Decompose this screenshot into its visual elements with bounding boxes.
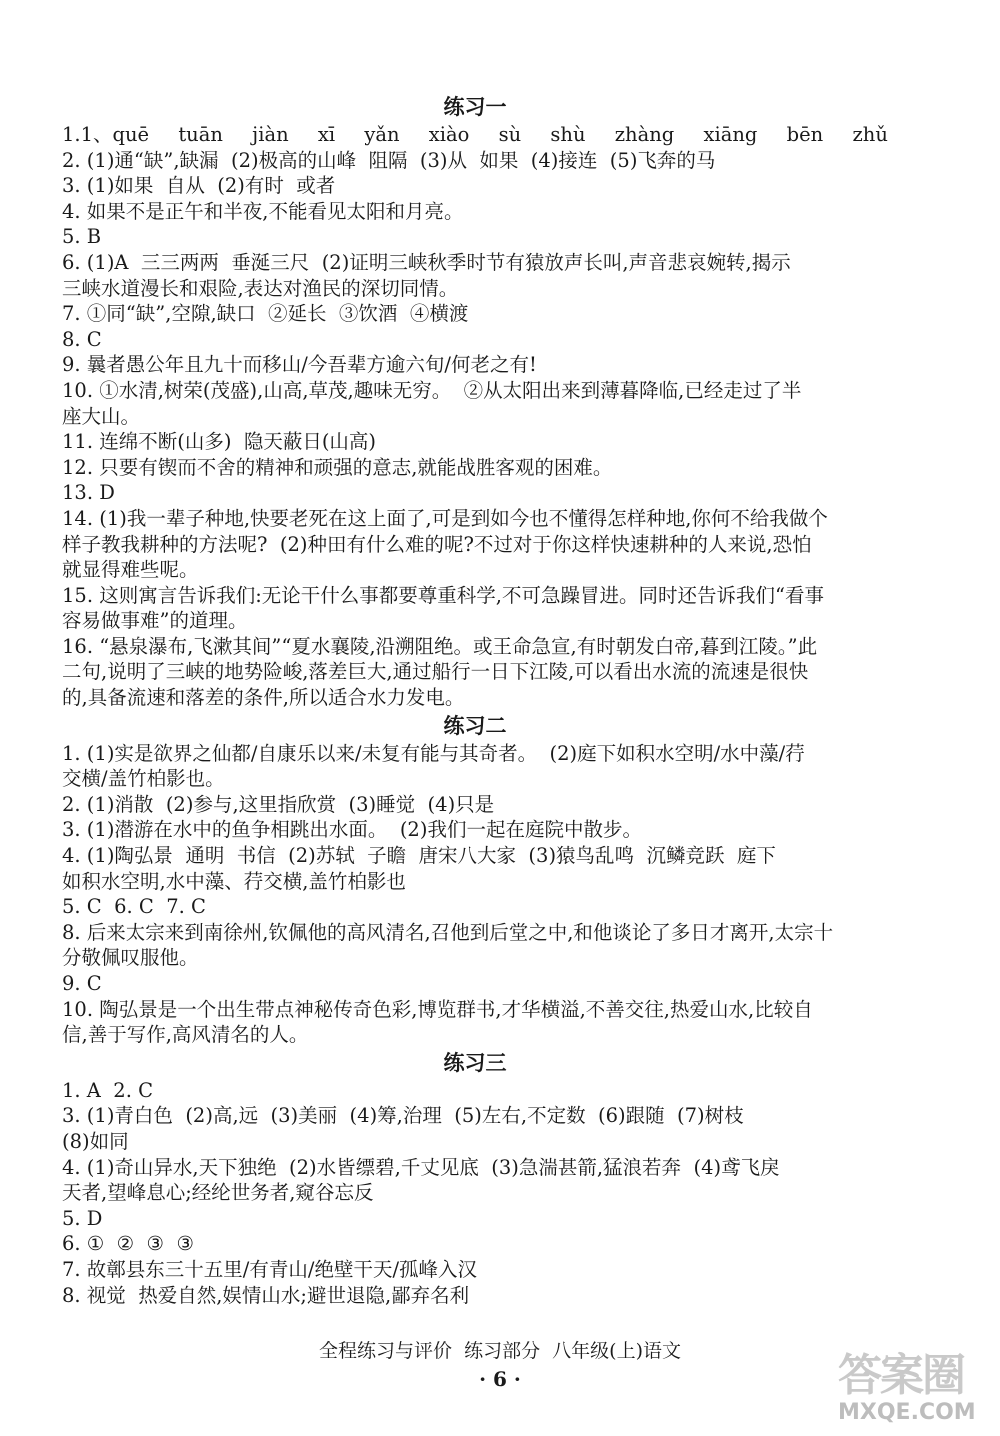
answer-line: 13. D (62, 481, 115, 505)
answer-line: 5. C 6. C 7. C (62, 895, 206, 919)
pinyin-item: jiàn (252, 123, 289, 146)
answer-line: 6. ① ② ③ ③ (62, 1232, 194, 1256)
answer-line: (8)如同 (62, 1129, 129, 1153)
pinyin-item: shù (550, 123, 586, 146)
answer-line: 二句,说明了三峡的地势险峻,落差巨大,通过船行一日下江陵,可以看出水流的流速是很快 (62, 660, 809, 684)
watermark-logo (838, 1352, 988, 1430)
pinyin-item: sù (498, 123, 522, 146)
answer-line: 10. ①水清,树荣(茂盛),山高,草茂,趣味无穷。 ②从太阳出来到薄暮降临,已经走过了半 (62, 378, 802, 402)
answer-line: 6. (1)A 三三两两 垂涎三尺 (2)证明三峡秋季时节有猿放声长叫,声音悲哀婉转,揭示 (62, 250, 791, 274)
answer-line: 的,具备流速和落差的条件,所以适合水力发电。 (62, 686, 465, 710)
pinyin-item: 1.1、quē (62, 123, 150, 146)
answer-line: 8. C (62, 327, 102, 351)
page-number: · 6 · (479, 1367, 521, 1391)
answer-line: 如积水空明,水中藻、荇交横,盖竹柏影也 (62, 869, 406, 893)
answer-line: 9. C (62, 972, 102, 995)
section-practice-1 (62, 92, 888, 711)
answer-line: 14. (1)我一辈子种地,快要老死在这上面了,可是到如今也不懂得怎样种地,你何不给我做个 (62, 506, 828, 530)
answer-line: 4. (1)奇山异水,天下独绝 (2)水皆缥碧,千丈见底 (3)急湍甚箭,猛浪若奔 (4)鸢飞戾 (62, 1155, 780, 1179)
answer-line: 信,善于写作,高风清名的人。 (62, 1023, 309, 1047)
section-title: 练习二 (443, 713, 507, 738)
answer-line: 5. D (62, 1206, 103, 1230)
answer-line: 天者,望峰息心;经纶世务者,窥谷忘反 (62, 1181, 374, 1205)
watermark-bottom-text: MXQE.COM (838, 1400, 976, 1425)
watermark-top-text: 答案圈 (838, 1350, 964, 1401)
pinyin-answer-line (62, 122, 888, 148)
section-title: 练习三 (443, 1050, 507, 1075)
pinyin-item: bēn (786, 123, 824, 146)
answer-line: 8. 视觉 热爱自然,娱情山水;避世退隐,鄙弃名利 (62, 1283, 470, 1307)
answer-line: 3. (1)潜游在水中的鱼争相跳出水面。 (2)我们一起在庭院中散步。 (62, 818, 642, 842)
answer-line: 7. 故鄣县东三十五里/有青山/绝壁干天/孤峰入汉 (62, 1257, 478, 1281)
answer-line: 4. (1)陶弘景 通明 书信 (2)苏轼 子瞻 唐宋八大家 (3)猿鸟乱鸣 沉鳞竞跃 庭下 (62, 844, 776, 868)
answer-line: 三峡水道漫长和艰险,表达对渔民的深切同情。 (62, 276, 459, 300)
answer-line: 容易做事难”的道理。 (62, 609, 248, 633)
pinyin-item: xiāng (703, 123, 758, 146)
answer-line: 分敬佩叹服他。 (62, 946, 199, 970)
answer-line: 3. (1)如果 自从 (2)有时 或者 (62, 174, 336, 198)
answer-line: 4. 如果不是正午和半夜,不能看见太阳和月亮。 (62, 199, 464, 223)
section-practice-3 (62, 1048, 888, 1308)
footer-book-title: 全程练习与评价 练习部分 八年级(上)语文 (319, 1340, 681, 1362)
pinyin-item: zhǔ (852, 123, 888, 146)
section-title: 练习一 (443, 95, 507, 119)
answer-line: 3. (1)青白色 (2)高,远 (3)美丽 (4)筹,治理 (5)左右,不定数 (6)跟随 (7)树枝 (62, 1104, 744, 1128)
section-practice-2 (62, 711, 888, 1048)
answer-line: 1. A 2. C (62, 1078, 154, 1102)
answer-line: 5. B (62, 225, 102, 249)
answer-line: 7. ①同“缺”,空隙,缺口 ②延长 ③饮酒 ④横渡 (62, 302, 469, 326)
answer-line: 2. (1)消散 (2)参与,这里指欣赏 (3)睡觉 (4)只是 (62, 792, 495, 816)
answer-line: 2. (1)通“缺”,缺漏 (2)极高的山峰 阻隔 (3)从 如果 (4)接连 (5)飞奔的马 (62, 148, 716, 172)
answer-line: 12. 只要有锲而不舍的精神和顽强的意志,就能战胜客观的困难。 (62, 455, 613, 479)
answer-line: 9. 曩者愚公年且九十而移山/今吾辈方逾六旬/何老之有! (62, 353, 537, 377)
answer-line: 10. 陶弘景是一个出生带点神秘传奇色彩,博览群书,才华横溢,不善交往,热爱山水,比较自 (62, 997, 813, 1021)
answer-line: 交横/盖竹柏影也。 (62, 767, 225, 791)
answer-line: 11. 连绵不断(山多) 隐天蔽日(山高) (62, 430, 377, 454)
pinyin-item: zhàng (614, 123, 675, 146)
pinyin-item: yǎn (364, 123, 400, 146)
pinyin-item: xī (317, 123, 336, 146)
answer-line: 样子教我耕种的方法呢? (2)种田有什么难的呢?不过对于你这样快速耕种的人来说,恐怕 (62, 532, 812, 556)
answer-line: 15. 这则寓言告诉我们:无论干什么事都要尊重科学,不可急躁冒进。同时还告诉我们“看事 (62, 583, 824, 607)
answer-line: 8. 后来太宗来到南徐州,钦佩他的高风清名,召他到后堂之中,和他谈论了多日才离开,太宗十 (62, 920, 834, 944)
pinyin-item: tuān (178, 123, 223, 146)
answer-line: 座大山。 (62, 404, 141, 428)
answer-page (62, 92, 888, 1308)
pinyin-item: xiào (428, 123, 470, 146)
answer-line: 1. (1)实是欲界之仙都/自康乐以来/未复有能与其奇者。 (2)庭下如积水空明/水中藻/荇 (62, 741, 805, 765)
answer-line: 16. “悬泉瀑布,飞漱其间”“夏水襄陵,沿溯阻绝。或王命急宣,有时朝发白帝,暮到江陵。”此 (62, 634, 818, 658)
answer-line: 就显得难些呢。 (62, 558, 199, 582)
